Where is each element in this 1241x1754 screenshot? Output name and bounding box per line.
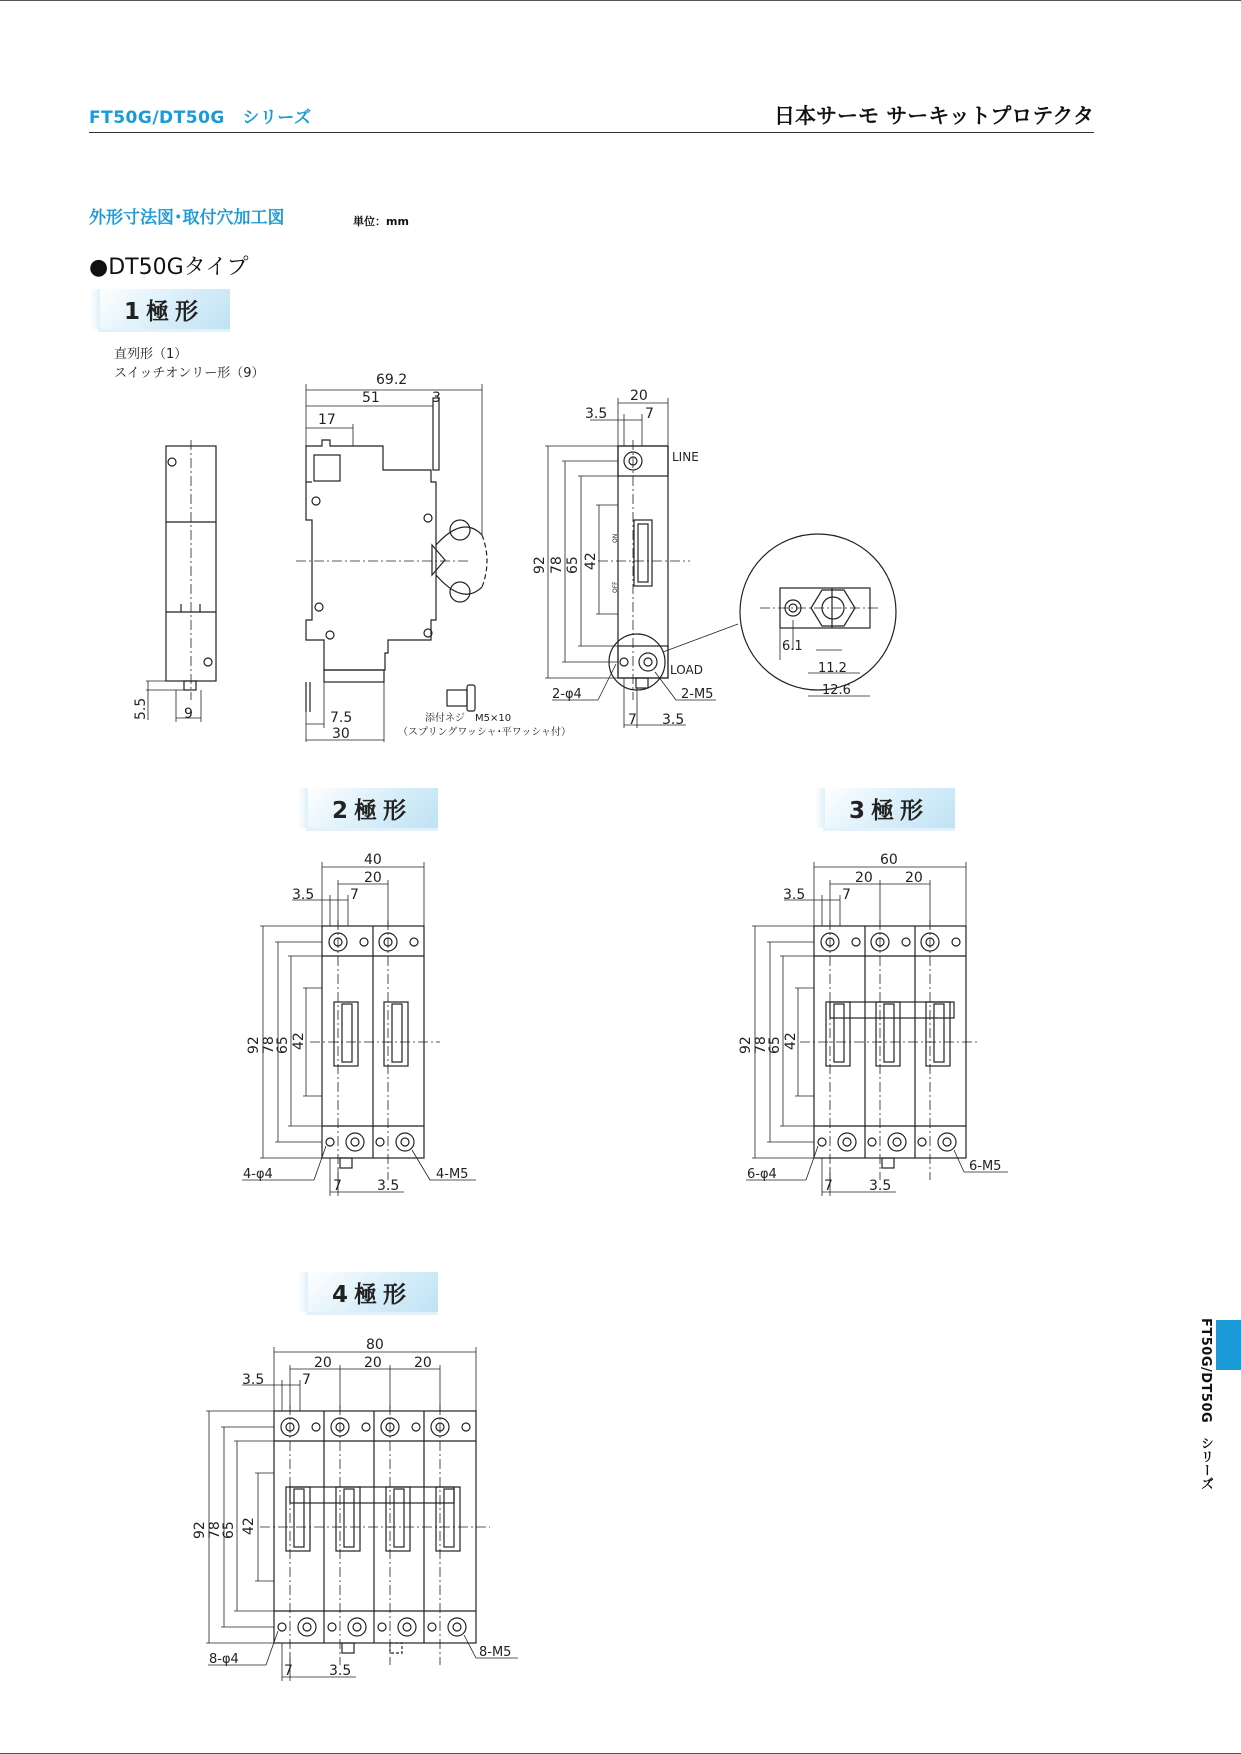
brand-header: 日本サーモ サーキットプロテクタ: [774, 104, 1094, 128]
type-title: ●DT50Gタイプ: [89, 255, 249, 280]
dim-78-p2: 78: [261, 1036, 277, 1054]
dim-20-p2: 20: [364, 870, 382, 886]
dim-42-p3: 42: [783, 1032, 799, 1050]
dim-3-5-p4: 3.5: [242, 1372, 265, 1388]
dim-7b: 7: [628, 712, 637, 728]
unit-label: 単位：mm: [353, 215, 409, 228]
hole-4-phi4: 4-φ4: [243, 1167, 273, 1182]
dim-20-p4b: 20: [364, 1355, 382, 1371]
dim-30: 30: [332, 726, 350, 742]
dim-7b-p4: 7: [284, 1663, 293, 1679]
dim-6-1: 6.1: [782, 639, 803, 654]
dim-7: 7: [645, 406, 654, 422]
load-label: LOAD: [670, 663, 703, 677]
dim-65-p2: 65: [275, 1036, 291, 1054]
dim-78-p4: 78: [207, 1521, 223, 1539]
dim-40: 40: [364, 852, 382, 868]
dim-65-p3: 65: [767, 1036, 783, 1054]
line-label: LINE: [672, 450, 699, 464]
dim-7b-p3: 7: [824, 1178, 833, 1194]
pole-label-1: 1極形: [98, 289, 230, 332]
side-series-label: FT50G/DT50G シリーズ: [1198, 1318, 1213, 1491]
dim-3-5: 3.5: [585, 406, 608, 422]
dim-78-p3: 78: [753, 1036, 769, 1054]
dim-17: 17: [318, 412, 336, 428]
series-header: FT50G/DT50G シリーズ: [89, 108, 312, 128]
top-view-3pole: [746, 862, 1008, 1196]
note-series: 直列形（1）: [114, 347, 188, 362]
hole-8-phi4: 8-φ4: [209, 1652, 239, 1667]
hole-6-phi4: 6-φ4: [747, 1167, 777, 1182]
dim-20-p3b: 20: [905, 870, 923, 886]
dim-3-5b-p4: 3.5: [329, 1663, 352, 1679]
dim-12-6: 12.6: [822, 683, 851, 698]
dim-69-2: 69.2: [376, 372, 408, 388]
off-label: OFF: [612, 581, 619, 593]
hole-2-m5: 2-M5: [681, 687, 714, 702]
dim-3-5b: 3.5: [662, 712, 685, 728]
dim-3-5b-p2: 3.5: [377, 1178, 400, 1194]
dim-78: 78: [549, 556, 565, 574]
hole-8-m5: 8-M5: [479, 1645, 512, 1660]
dim-92-p2: 92: [246, 1036, 262, 1054]
dim-20-p3a: 20: [855, 870, 873, 886]
front-view-1pole: [146, 440, 216, 722]
hole-6-m5: 6-M5: [969, 1159, 1002, 1174]
dim-60: 60: [880, 852, 898, 868]
top-view-2pole: [242, 862, 476, 1196]
dim-3: 3: [432, 390, 441, 406]
dim-42: 42: [583, 552, 599, 570]
dim-11-2: 11.2: [818, 661, 847, 676]
dim-7-p2: 7: [350, 887, 359, 903]
top-view-4pole: [206, 1347, 518, 1681]
dim-92-p3: 92: [738, 1036, 754, 1054]
dim-9: 9: [184, 706, 193, 722]
dim-65: 65: [565, 556, 581, 574]
dim-7-p3: 7: [842, 887, 851, 903]
dim-42-p4: 42: [241, 1517, 257, 1535]
pole-label-4: 4極形: [306, 1272, 438, 1315]
dim-92: 92: [532, 556, 548, 574]
side-view-1pole: [296, 384, 487, 742]
dim-80: 80: [366, 1337, 384, 1353]
dim-51: 51: [362, 390, 380, 406]
dim-7-5: 7.5: [330, 710, 353, 726]
dim-3-5-p3: 3.5: [783, 887, 806, 903]
section-title: 外形寸法図･取付穴加工図: [89, 208, 285, 228]
pole-label-3: 3極形: [823, 788, 955, 831]
screw-note-1: 添付ネジ M5×10: [425, 713, 512, 724]
series-side-tab: [1216, 1320, 1241, 1370]
hole-2-phi4: 2-φ4: [552, 687, 582, 702]
hole-4-m5: 4-M5: [436, 1167, 469, 1182]
dim-20: 20: [630, 388, 648, 404]
dim-65-p4: 65: [221, 1521, 237, 1539]
dim-20-p4c: 20: [414, 1355, 432, 1371]
dim-92-p4: 92: [192, 1521, 208, 1539]
dim-7-p4: 7: [302, 1372, 311, 1388]
note-switch-only: スイッチオンリー形（9）: [114, 366, 265, 381]
screw-note-2: （スプリングワッシャ･平ワッシャ付）: [398, 727, 571, 738]
dim-3-5b-p3: 3.5: [869, 1178, 892, 1194]
dim-7b-p2: 7: [333, 1178, 342, 1194]
on-label: ON: [612, 533, 619, 543]
dim-20-p4a: 20: [314, 1355, 332, 1371]
pole-label-2: 2極形: [306, 788, 438, 831]
dim-42-p2: 42: [291, 1032, 307, 1050]
dim-3-5-p2: 3.5: [292, 887, 315, 903]
dim-5-5: 5.5: [133, 697, 149, 720]
